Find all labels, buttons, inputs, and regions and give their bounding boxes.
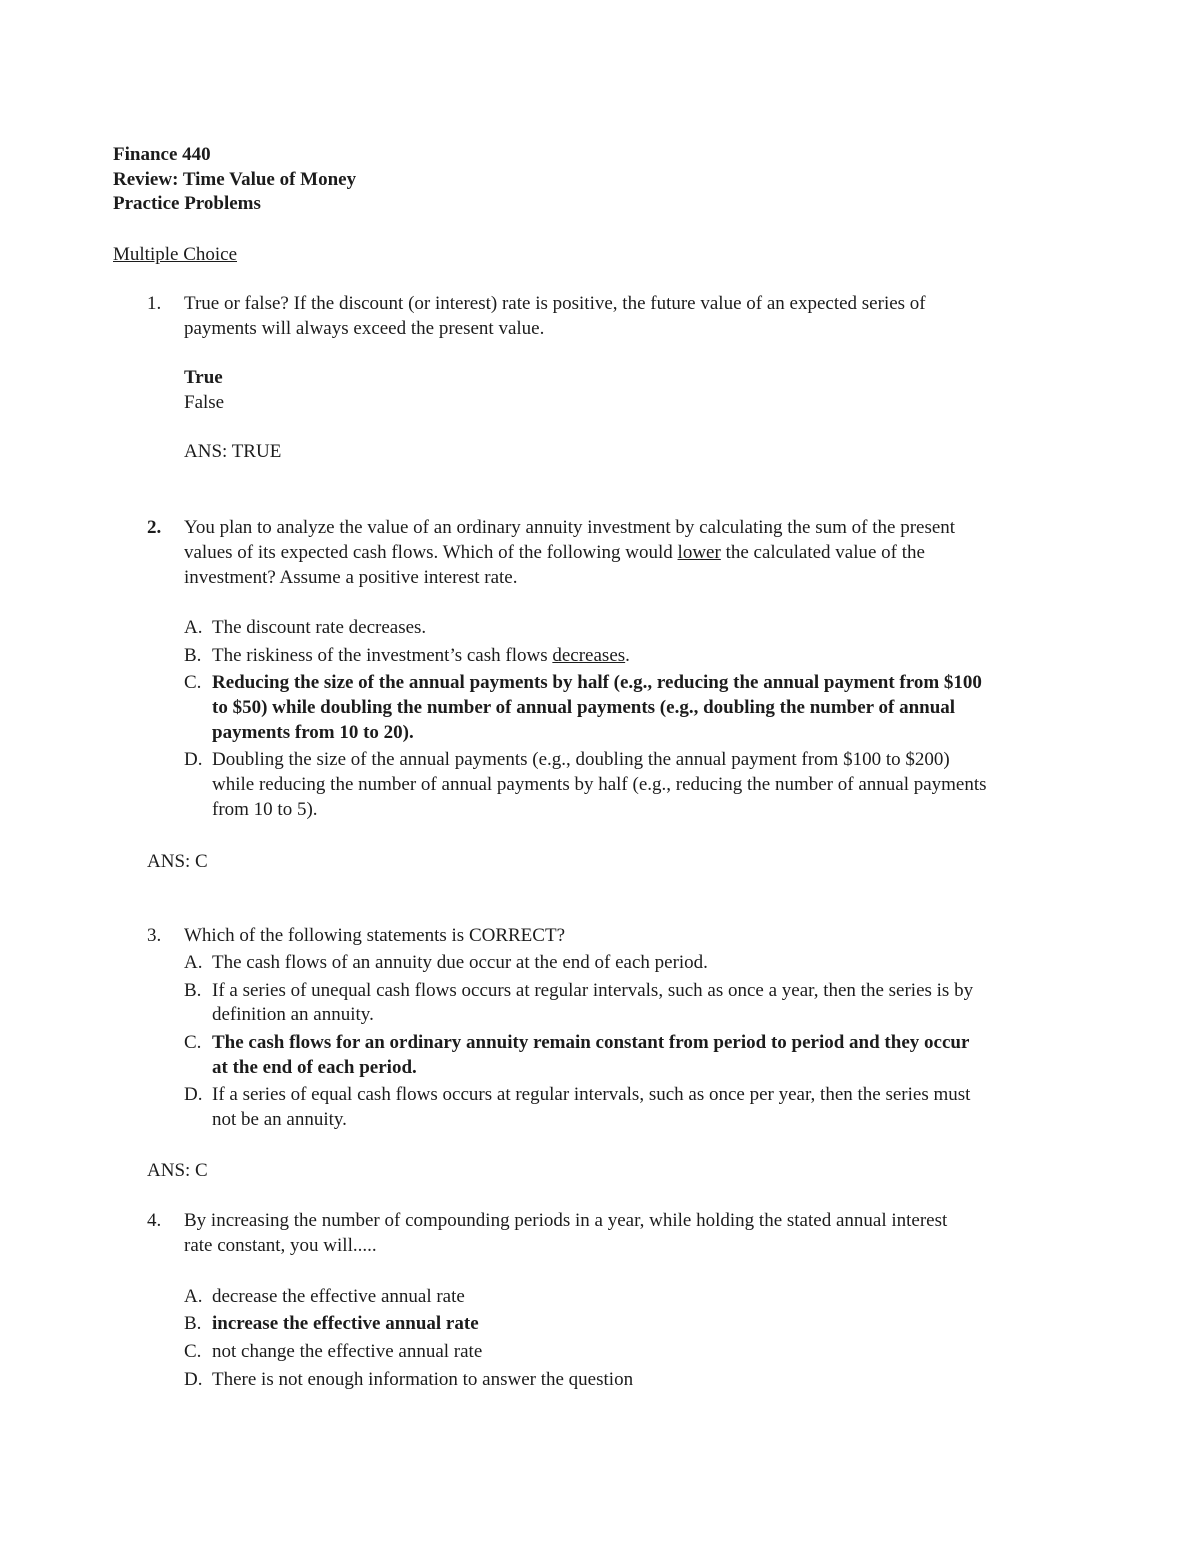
option-a: The cash flows of an annuity due occur at the end of each period. bbox=[212, 952, 708, 973]
answer: ANS: C bbox=[147, 1160, 208, 1181]
option-d: There is not enough information to answer the question bbox=[212, 1369, 634, 1390]
option-label: B. bbox=[184, 980, 202, 1001]
question-number: 4. bbox=[147, 1210, 162, 1231]
underlined-word: lower bbox=[677, 542, 721, 563]
option-b: definition an annuity. bbox=[212, 1004, 374, 1025]
question-text: True or false? If the discount (or interest) rate is positive, the future value of an expected series of bbox=[184, 293, 926, 314]
option-label: D. bbox=[184, 749, 203, 770]
option-label: B. bbox=[184, 1313, 202, 1334]
option-d: while reducing the number of annual payments by half (e.g., reducing the number of annual payments bbox=[212, 774, 987, 795]
question-text: You plan to analyze the value of an ordinary annuity investment by calculating the sum of the present bbox=[184, 517, 956, 538]
question-text: Which of the following statements is CORRECT? bbox=[184, 925, 566, 946]
option-label: C. bbox=[184, 1341, 202, 1362]
option-label: D. bbox=[184, 1369, 203, 1390]
question-text: rate constant, you will..... bbox=[184, 1235, 377, 1256]
option-c: Reducing the size of the annual payments by half (e.g., reducing the annual payment from $100 bbox=[212, 672, 982, 693]
question-text: By increasing the number of compounding periods in a year, while holding the stated annual interest bbox=[184, 1210, 948, 1231]
option-a: decrease the effective annual rate bbox=[212, 1286, 465, 1307]
question-text-part: the calculated value of the bbox=[720, 542, 925, 563]
option-b: If a series of unequal cash flows occurs at regular intervals, such as once a year, then the series is by bbox=[212, 980, 974, 1001]
question-text bbox=[184, 540, 925, 565]
option-c: payments from 10 to 20). bbox=[212, 722, 414, 743]
option-label: D. bbox=[184, 1084, 203, 1105]
question-number: 1. bbox=[147, 293, 162, 314]
option-d: Doubling the size of the annual payments (e.g., doubling the annual payment from $100 to $200) bbox=[212, 749, 950, 770]
question-number: 2. bbox=[147, 517, 162, 538]
course-title: Finance 440 bbox=[113, 144, 211, 165]
option-a: The discount rate decreases. bbox=[212, 617, 427, 638]
subtitle: Practice Problems bbox=[113, 193, 261, 214]
section-heading: Multiple Choice bbox=[113, 244, 238, 265]
underlined-word: decreases bbox=[552, 645, 626, 666]
answer: ANS: C bbox=[147, 851, 208, 872]
option-text-part: . bbox=[625, 645, 630, 666]
answer: ANS: TRUE bbox=[184, 441, 282, 462]
option-d: If a series of equal cash flows occurs at regular intervals, such as once per year, then the series must bbox=[212, 1084, 971, 1105]
option-c: at the end of each period. bbox=[212, 1057, 417, 1078]
question-text: investment? Assume a positive interest rate. bbox=[184, 567, 518, 588]
review-title: Review: Time Value of Money bbox=[113, 169, 357, 190]
option-label: A. bbox=[184, 952, 203, 973]
option-label: A. bbox=[184, 1286, 203, 1307]
option-c: to $50) while doubling the number of annual payments (e.g., doubling the number of annual bbox=[212, 697, 956, 718]
option-label: B. bbox=[184, 645, 202, 666]
option-label: C. bbox=[184, 672, 202, 693]
option-d: from 10 to 5). bbox=[212, 799, 318, 820]
option-text-part: The riskiness of the investment’s cash flows bbox=[212, 645, 553, 666]
question-text: payments will always exceed the present value. bbox=[184, 318, 545, 339]
option-c: The cash flows for an ordinary annuity remain constant from period to period and they occur bbox=[212, 1032, 970, 1053]
question-number: 3. bbox=[147, 925, 162, 946]
question-text-part: values of its expected cash flows. Which of the following would bbox=[184, 542, 678, 563]
option-c: not change the effective annual rate bbox=[212, 1341, 483, 1362]
option-false: False bbox=[184, 392, 225, 413]
option-label: A. bbox=[184, 617, 203, 638]
option-true: True bbox=[184, 367, 223, 388]
option-b: increase the effective annual rate bbox=[212, 1313, 479, 1334]
option-b bbox=[212, 643, 630, 668]
option-label: C. bbox=[184, 1032, 202, 1053]
option-d: not be an annuity. bbox=[212, 1109, 347, 1130]
